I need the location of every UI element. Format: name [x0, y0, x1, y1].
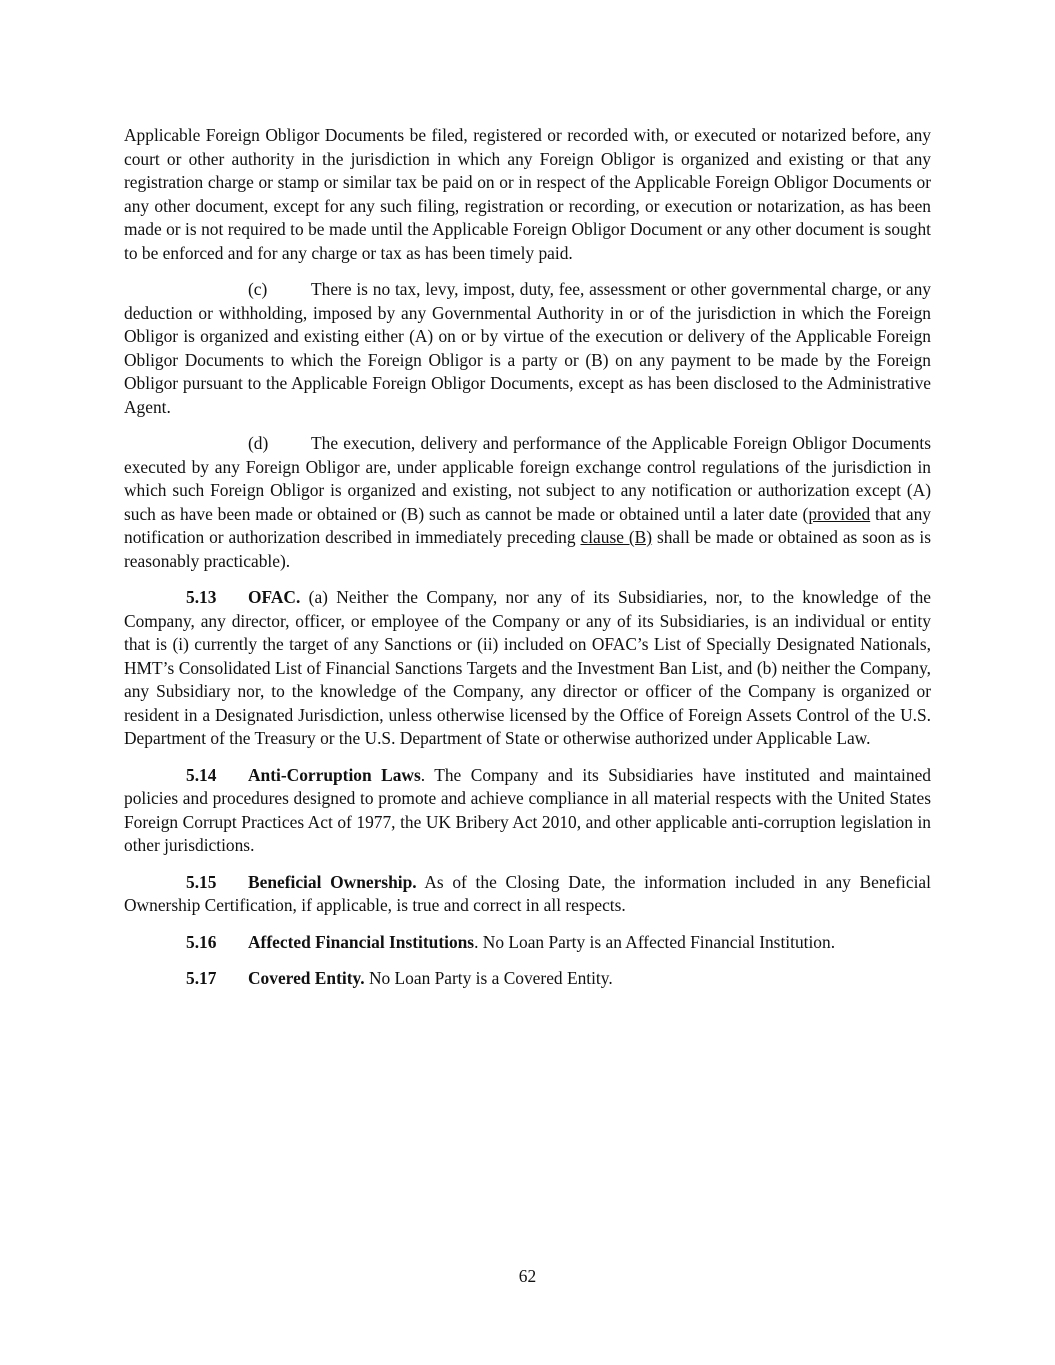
paragraph-c — [124, 278, 931, 419]
section-text: . No Loan Party is an Affected Financial Institution. — [474, 931, 836, 952]
section-text: No Loan Party is a Covered Entity. — [364, 968, 613, 988]
paragraph-c-label: (c) — [248, 279, 268, 299]
document-page — [124, 124, 931, 1004]
section-text: . The Company and its Subsidiaries have instituted and maintained policies and procedures designed to promote and achieve compliance in all material respects with the United States Foreign Corrupt Practices Act of 1977, the UK Bribery Act 2010, and other applicable anti-corruption legislation in other jurisdictions. — [124, 764, 931, 855]
section-number: 5.14 — [186, 764, 217, 785]
provided-term: provided — [808, 503, 871, 524]
section-5-13 — [124, 586, 931, 751]
section-5-15 — [124, 871, 931, 918]
paragraph-d-text-3: shall be made or obtained as soon as is reasonably practicable). — [124, 527, 932, 571]
section-5-16 — [124, 931, 931, 955]
section-5-14 — [124, 764, 931, 858]
section-number: 5.15 — [186, 871, 217, 892]
section-text: As of the Closing Date, the information included in any Beneficial Ownership Certification, if applicable, is true and correct in all respects. — [124, 871, 931, 915]
section-5-17 — [124, 967, 931, 991]
paragraph-d-label: (d) — [248, 433, 269, 453]
clause-b-reference: clause (B) — [580, 527, 653, 547]
section-heading: Anti-Corruption Laws — [248, 764, 421, 785]
paragraph-d-text-2: that any notification or authorization described in immediately preceding — [124, 503, 931, 547]
section-heading: OFAC. — [248, 587, 301, 607]
section-number: 5.16 — [186, 931, 217, 952]
page-number: 62 — [518, 1266, 537, 1286]
paragraph-d-text-1: The execution, delivery and performance of the Applicable Foreign Obligor Documents executed by any Foreign Obligor are, under applicable foreign exchange control regulations of the jurisdiction in which such Foreign Obligor is organized and existing, not subject to any notification or authorization except (A) such as have been made or obtained or (B) such as cannot be made or obtained until a later date ( — [124, 433, 931, 524]
section-heading: Covered Entity. — [248, 968, 365, 988]
section-number: 5.13 — [186, 587, 217, 607]
section-heading: Affected Financial Institutions — [248, 931, 475, 952]
section-text: (a) Neither the Company, nor any of its Subsidiaries, nor, to the knowledge of the Company, any director, officer, or employee of the Company or any of its Subsidiaries, is an individual or entity that is (i) currently the target of any Sanctions or (ii) included on OFAC’s List of Specially Designated Nationals, HMT’s Consolidated List of Financial Sanctions Targets and the Investment Ban List, and (b) neither the Company, any Subsidiary nor, to the knowledge of the Company, any director or officer of the Company is organized or resident in a Designated Jurisdiction, unless otherwise licensed by the Office of Foreign Assets Control of the U.S. Department of the Treasury or the U.S. Department of State or otherwise authorized under Applicable Law. — [124, 587, 931, 748]
paragraph-d — [124, 432, 931, 573]
continuation-paragraph: Applicable Foreign Obligor Documents be filed, registered or recorded with, or executed or notarized before, any court or other authority in the jurisdiction in which any Foreign Obligor is organized and existing or that any registration charge or stamp or similar tax be paid on or in respect of the Applicable Foreign Obligor Documents or any other document, except for any such filing, registration or recording, or execution or notarization, as has been made or is not required to be made until the Applicable Foreign Obligor Document or any other document is sought to be enforced and for any charge or tax as has been timely paid. — [124, 125, 931, 263]
section-number: 5.17 — [186, 968, 217, 988]
section-heading: Beneficial Ownership. — [248, 871, 417, 892]
paragraph-c-text: There is no tax, levy, impost, duty, fee, assessment or other governmental charge, or any deduction or withholding, imposed by any Governmental Authority in or of the jurisdiction in which the Foreign Obligor is organized and existing either (A) on or by virtue of the execution or delivery of the Applicable Foreign Obligor Documents to which the Foreign Obligor is a party or (B) on any payment to be made by the Foreign Obligor pursuant to the Applicable Foreign Obligor Documents, except as has been disclosed to the Administrative Agent. — [124, 279, 931, 417]
